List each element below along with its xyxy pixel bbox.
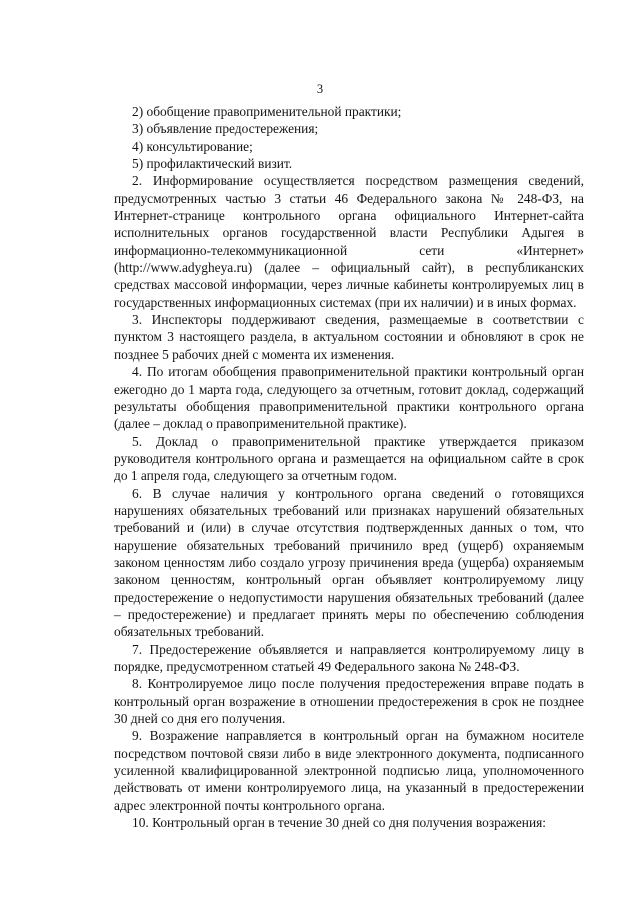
paragraph-6: 6. В случае наличия у контрольного органа сведений о готовящихся нарушениях обязательных требований или признаках нарушений обязательных требований и (или) в случае отсутствия подтвержденных данных о том, что нарушение обязательных требований причинило вред (ущерб) охраняемым законом ценностям либо создало угрозу причинения вреда (ущерба) охраняемым законом ценностям, контрольный орган объявляет контролируемому лицу предостережение о недопустимости нарушения обязательных требований (далее – предостережение) и предлагает принять меры по обеспечению соблюдения обязательных требований. — [114, 485, 584, 640]
paragraph-4: 4. По итогам обобщения правоприменительной практики контрольный орган ежегодно до 1 марта года, следующего за отчетным, готовит доклад, содержащий результаты обобщения правоприменительной практики контрольного органа (далее – доклад о правоприменительной практике). — [114, 364, 584, 432]
list-item-5: 5) профилактический визит. — [132, 156, 293, 172]
paragraph-7: 7. Предостережение объявляется и направляется контролируемому лицу в порядке, предусмотренном статьей 49 Федерального закона № 248-ФЗ. — [114, 641, 584, 674]
list-item-3: 3) объявление предостережения; — [132, 121, 319, 137]
paragraph-3: 3. Инспекторы поддерживают сведения, размещаемые в соответствии с пунктом 3 настоящего раздела, в актуальном состоянии и обновляют в срок не позднее 5 рабочих дней с момента их изменения. — [114, 312, 584, 362]
list-item-4: 4) консультирование; — [132, 138, 253, 154]
body-text — [114, 103, 584, 831]
page-number: 3 — [316, 82, 324, 96]
paragraph-2: 2. Информирование осуществляется посредством размещения сведений, предусмотренных частью 3 статьи 46 Федерального закона № 248-ФЗ, на Интернет-странице контрольного органа официального Интернет-сайта исполнительных органов государственной власти Республики Адыгея в информационно-телекоммуникационной сети «Интернет» (http://www.adygheya.ru) (далее – официальный сайт), в республиканских средствах массовой информации, через личные кабинеты контролируемых лиц в государственных информационных системах (при их наличии) и в иных формах. — [114, 173, 584, 310]
list-item-2: 2) обобщение правоприменительной практики; — [132, 104, 402, 119]
paragraph-9: 9. Возражение направляется в контрольный орган на бумажном носителе посредством почтовой связи либо в виде электронного документа, подписанного усиленной квалифицированной электронной подписью лица, уполномоченного действовать от имени контролируемого лица, на указанный в предостережении адрес электронной почты контрольного органа. — [114, 728, 584, 813]
paragraph-8: 8. Контролируемое лицо после получения предостережения вправе подать в контрольный орган возражение в отношении предостережения в срок не позднее 30 дней со дня его получения. — [114, 676, 584, 727]
paragraph-10: 10. Контрольный орган в течение 30 дней со дня получения возражения: — [132, 815, 546, 831]
paragraph-5: 5. Доклад о правоприменительной практике утверждается приказом руководителя контрольного органа и размещается на официальном сайте в срок до 1 апреля года, следующего за отчетным годом. — [114, 433, 584, 484]
